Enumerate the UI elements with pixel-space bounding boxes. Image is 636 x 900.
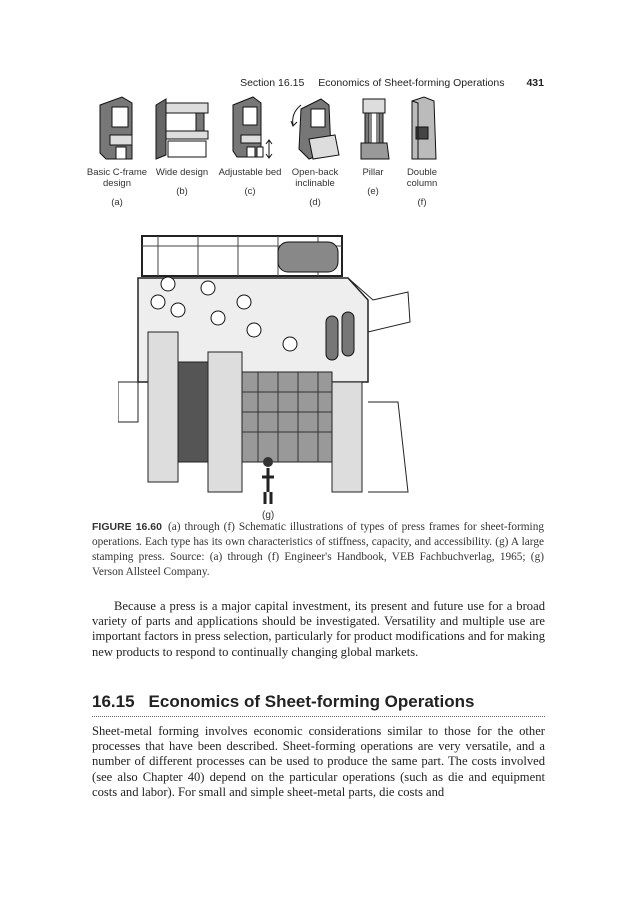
- figure-label: Open-back inclinable: [291, 167, 339, 189]
- figure-g-letter: (g): [262, 510, 275, 521]
- caption-number: FIGURE 16.60: [92, 521, 162, 533]
- wide-frame-illustration: [152, 95, 212, 163]
- figure-letter: (e): [367, 186, 379, 197]
- figure-f: [397, 95, 447, 208]
- stamping-press-illustration: [118, 222, 418, 507]
- section-heading: [92, 692, 545, 717]
- figure-label: Basic C-frame design: [86, 167, 148, 189]
- running-header: [240, 77, 544, 89]
- figure-e: [343, 95, 403, 197]
- figure-letter: (c): [244, 186, 256, 197]
- figure-c: [215, 95, 285, 197]
- figure-letter: (b): [176, 186, 188, 197]
- figure-label: Pillar: [362, 167, 384, 178]
- figure-caption: [92, 520, 544, 580]
- header-section: Section 16.15: [240, 77, 305, 89]
- page-number: 431: [526, 77, 544, 89]
- figure-letter: (f): [417, 197, 427, 208]
- open-back-inclinable-illustration: [287, 95, 343, 163]
- section-number: 16.15: [92, 692, 135, 711]
- section-title: Economics of Sheet-forming Operations: [148, 692, 475, 711]
- caption-text: (a) through (f) Schematic illustrations of types of press frames for sheet-forming operations. Each type has its own characteristics of stiffness, capacity, and accessibility. (g) A large stamping press. Source: (a) through (f) Engineer's Handbook, VEB Fachbuchverlag, 1965; (g) Verson Allsteel Company.: [92, 521, 544, 578]
- pillar-illustration: [353, 95, 393, 163]
- header-title: Economics of Sheet-forming Operations: [318, 77, 505, 89]
- double-column-illustration: [402, 95, 442, 163]
- figure-a: [82, 95, 152, 208]
- figure-label: Wide design: [155, 167, 209, 178]
- figure-d: [280, 95, 350, 208]
- paragraph-press-investment: Because a press is a major capital investment, its present and future use for a broad variety of parts and applications should be investigated. Versatility and multiple use are important factors in press selection, particularly for product modifications and for making new products to respond to continually changing global markets.: [92, 599, 545, 659]
- figure-label: Double column: [406, 167, 438, 189]
- paragraph-economics: Sheet-metal forming involves economic considerations similar to those for the other processes that have been described. Sheet-forming operations are very versatile, and a number of different processes can be used to produce the same part. The costs involved (see also Chapter 40) depend on the particular operations (such as die and equipment costs and labor). For small and simple sheet-metal parts, die costs and: [92, 724, 545, 799]
- adjustable-bed-illustration: [225, 95, 275, 163]
- c-frame-illustration: [92, 95, 142, 163]
- figure-letter: (a): [111, 197, 123, 208]
- figure-b: [147, 95, 217, 197]
- figure-label: Adjustable bed: [218, 167, 282, 178]
- figure-letter: (d): [309, 197, 321, 208]
